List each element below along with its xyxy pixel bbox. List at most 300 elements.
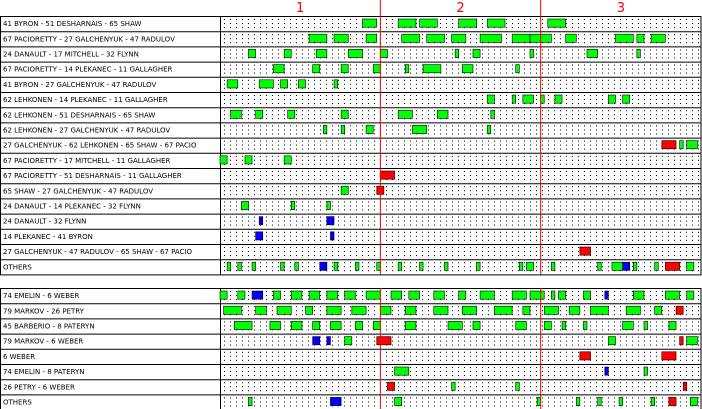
grid-dot — [656, 255, 657, 256]
grid-dot — [470, 80, 471, 81]
grid-dot — [494, 201, 495, 202]
grid-dot — [584, 314, 585, 315]
grid-dot — [296, 310, 297, 311]
grid-dot — [542, 73, 543, 74]
grid-dot — [236, 53, 237, 54]
grid-dot — [620, 23, 621, 24]
grid-dot — [530, 19, 531, 20]
grid-dot — [632, 49, 633, 50]
grid-dot — [290, 80, 291, 81]
grid-dot — [512, 194, 513, 195]
grid-dot — [344, 221, 345, 222]
grid-dot — [242, 110, 243, 111]
grid-dot — [242, 80, 243, 81]
grid-dot — [440, 103, 441, 104]
grid-dot — [698, 266, 699, 267]
grid-dot — [488, 69, 489, 70]
grid-dot — [422, 160, 423, 161]
grid-dot — [278, 53, 279, 54]
grid-dot — [224, 262, 225, 263]
grid-dot — [650, 232, 651, 233]
grid-dot — [458, 236, 459, 237]
grid-dot — [524, 164, 525, 165]
grid-dot — [458, 88, 459, 89]
grid-dot — [344, 53, 345, 54]
grid-dot — [350, 103, 351, 104]
grid-dot — [506, 84, 507, 85]
grid-dot — [368, 149, 369, 150]
grid-dot — [602, 141, 603, 142]
grid-dot — [368, 103, 369, 104]
grid-dot — [290, 251, 291, 252]
grid-dot — [290, 295, 291, 296]
grid-dot — [428, 299, 429, 300]
grid-dot — [650, 27, 651, 28]
grid-dot — [662, 299, 663, 300]
grid-dot — [572, 209, 573, 210]
grid-dot — [278, 236, 279, 237]
grid-dot — [698, 69, 699, 70]
grid-dot — [428, 205, 429, 206]
grid-dot — [530, 114, 531, 115]
grid-dot — [224, 114, 225, 115]
grid-dot — [536, 325, 537, 326]
grid-dot — [530, 221, 531, 222]
grid-dot — [506, 27, 507, 28]
grid-dot — [662, 53, 663, 54]
grid-dot — [536, 225, 537, 226]
grid-dot — [386, 217, 387, 218]
grid-dot — [308, 103, 309, 104]
grid-dot — [428, 186, 429, 187]
grid-dot — [554, 65, 555, 66]
grid-dot — [302, 114, 303, 115]
grid-dot — [350, 84, 351, 85]
grid-dot — [590, 95, 591, 96]
grid-dot — [530, 209, 531, 210]
grid-dot — [560, 114, 561, 115]
grid-dot — [596, 201, 597, 202]
grid-dot — [314, 209, 315, 210]
grid-dot — [668, 73, 669, 74]
grid-dot — [416, 247, 417, 248]
grid-dot — [488, 325, 489, 326]
grid-dot — [476, 179, 477, 180]
grid-dot — [584, 118, 585, 119]
grid-dot — [332, 251, 333, 252]
grid-dot — [470, 114, 471, 115]
grid-dot — [440, 247, 441, 248]
grid-dot — [236, 299, 237, 300]
grid-dot — [584, 175, 585, 176]
grid-dot — [272, 299, 273, 300]
grid-dot — [566, 314, 567, 315]
grid-dot — [266, 129, 267, 130]
grid-dot — [500, 84, 501, 85]
grid-dot — [356, 34, 357, 35]
grid-dot — [548, 179, 549, 180]
grid-dot — [554, 217, 555, 218]
grid-dot — [578, 205, 579, 206]
grid-dot — [632, 221, 633, 222]
grid-dot — [350, 171, 351, 172]
grid-dot — [362, 251, 363, 252]
grid-dot — [512, 255, 513, 256]
grid-dot — [404, 164, 405, 165]
grid-dot — [452, 262, 453, 263]
grid-dot — [392, 321, 393, 322]
grid-dot — [308, 201, 309, 202]
grid-dot — [584, 201, 585, 202]
grid-dot — [512, 88, 513, 89]
grid-dot — [602, 145, 603, 146]
grid-dot — [224, 247, 225, 248]
grid-dot — [548, 80, 549, 81]
grid-dot — [230, 299, 231, 300]
grid-dot — [332, 80, 333, 81]
grid-dot — [410, 194, 411, 195]
grid-dot — [518, 310, 519, 311]
grid-dot — [662, 314, 663, 315]
grid-dot — [602, 80, 603, 81]
grid-dot — [524, 171, 525, 172]
grid-dot — [566, 114, 567, 115]
grid-dot — [470, 251, 471, 252]
grid-dot — [254, 217, 255, 218]
grid-dot — [398, 34, 399, 35]
grid-dot — [566, 95, 567, 96]
grid-dot — [536, 341, 537, 342]
grid-dot — [260, 341, 261, 342]
grid-dot — [314, 53, 315, 54]
grid-dot — [644, 266, 645, 267]
grid-dot — [344, 80, 345, 81]
grid-dot — [572, 141, 573, 142]
grid-dot — [344, 88, 345, 89]
grid-dot — [374, 205, 375, 206]
grid-dot — [374, 114, 375, 115]
grid-dot — [662, 156, 663, 157]
grid-dot — [692, 23, 693, 24]
grid-dot — [686, 225, 687, 226]
grid-dot — [428, 295, 429, 296]
grid-dot — [374, 171, 375, 172]
grid-dot — [692, 175, 693, 176]
grid-dot — [452, 19, 453, 20]
grid-dot — [446, 129, 447, 130]
grid-dot — [266, 205, 267, 206]
grid-dot — [650, 306, 651, 307]
grid-dot — [428, 141, 429, 142]
grid-dot — [368, 145, 369, 146]
grid-dot — [344, 179, 345, 180]
grid-dot — [278, 141, 279, 142]
grid-dot — [536, 232, 537, 233]
grid-dot — [350, 221, 351, 222]
grid-dot — [686, 164, 687, 165]
grid-dot — [356, 209, 357, 210]
grid-dot — [272, 23, 273, 24]
grid-dot — [230, 145, 231, 146]
grid-dot — [626, 149, 627, 150]
grid-dot — [572, 321, 573, 322]
grid-dot — [638, 329, 639, 330]
grid-dot — [626, 240, 627, 241]
grid-dot — [512, 329, 513, 330]
grid-dot — [350, 164, 351, 165]
grid-dot — [668, 201, 669, 202]
grid-dot — [662, 255, 663, 256]
grid-dot — [266, 179, 267, 180]
grid-dot — [686, 255, 687, 256]
grid-dot — [224, 205, 225, 206]
grid-dot — [266, 240, 267, 241]
grid-dot — [392, 341, 393, 342]
grid-dot — [362, 80, 363, 81]
grid-dot — [272, 99, 273, 100]
grid-dot — [230, 95, 231, 96]
grid-dot — [578, 99, 579, 100]
grid-dot — [482, 306, 483, 307]
grid-dot — [302, 232, 303, 233]
grid-dot — [230, 225, 231, 226]
grid-dot — [392, 240, 393, 241]
grid-dot — [332, 69, 333, 70]
grid-dot — [590, 27, 591, 28]
grid-dot — [536, 129, 537, 130]
grid-dot — [266, 141, 267, 142]
grid-dot — [476, 118, 477, 119]
grid-dot — [680, 114, 681, 115]
grid-dot — [434, 145, 435, 146]
grid-dot — [404, 295, 405, 296]
grid-dot — [524, 337, 525, 338]
grid-dot — [326, 84, 327, 85]
grid-dot — [668, 110, 669, 111]
grid-dot — [338, 110, 339, 111]
grid-dot — [404, 345, 405, 346]
grid-dot — [662, 240, 663, 241]
grid-dot — [608, 19, 609, 20]
grid-dot — [254, 129, 255, 130]
grid-dot — [422, 179, 423, 180]
grid-dot — [698, 255, 699, 256]
grid-dot — [296, 160, 297, 161]
grid-dot — [422, 110, 423, 111]
grid-dot — [296, 337, 297, 338]
grid-dot — [692, 156, 693, 157]
grid-dot — [320, 118, 321, 119]
grid-dot — [326, 255, 327, 256]
grid-dot — [554, 345, 555, 346]
grid-dot — [374, 141, 375, 142]
grid-dot — [698, 118, 699, 119]
grid-dot — [398, 49, 399, 50]
grid-dot — [404, 299, 405, 300]
grid-dot — [494, 325, 495, 326]
grid-dot — [458, 314, 459, 315]
grid-dot — [368, 209, 369, 210]
grid-dot — [266, 251, 267, 252]
grid-dot — [608, 84, 609, 85]
grid-dot — [356, 69, 357, 70]
grid-dot — [386, 145, 387, 146]
grid-dot — [386, 321, 387, 322]
grid-dot — [476, 217, 477, 218]
grid-dot — [536, 201, 537, 202]
grid-dot — [350, 225, 351, 226]
grid-dot — [302, 149, 303, 150]
grid-dot — [698, 53, 699, 54]
grid-dot — [512, 164, 513, 165]
grid-dot — [224, 110, 225, 111]
grid-dot — [236, 341, 237, 342]
grid-dot — [680, 88, 681, 89]
grid-dot — [404, 310, 405, 311]
grid-dot — [356, 125, 357, 126]
grid-dot — [608, 186, 609, 187]
grid-dot — [656, 175, 657, 176]
grid-dot — [668, 164, 669, 165]
grid-dot — [362, 42, 363, 43]
grid-dot — [554, 160, 555, 161]
grid-dot — [674, 255, 675, 256]
grid-dot — [368, 53, 369, 54]
grid-dot — [392, 205, 393, 206]
grid-dot — [662, 69, 663, 70]
grid-dot — [344, 225, 345, 226]
grid-dot — [296, 19, 297, 20]
grid-dot — [236, 266, 237, 267]
grid-dot — [584, 84, 585, 85]
grid-dot — [476, 251, 477, 252]
grid-dot — [422, 321, 423, 322]
grid-dot — [500, 221, 501, 222]
grid-dot — [662, 291, 663, 292]
grid-dot — [434, 190, 435, 191]
grid-dot — [668, 53, 669, 54]
grid-dot — [236, 270, 237, 271]
grid-dot — [338, 133, 339, 134]
grid-dot — [524, 160, 525, 161]
grid-dot — [290, 19, 291, 20]
grid-dot — [530, 118, 531, 119]
grid-dot — [422, 186, 423, 187]
grid-dot — [266, 27, 267, 28]
grid-dot — [578, 114, 579, 115]
grid-dot — [458, 156, 459, 157]
grid-dot — [422, 232, 423, 233]
grid-dot — [512, 80, 513, 81]
grid-dot — [506, 42, 507, 43]
grid-dot — [680, 38, 681, 39]
grid-dot — [482, 164, 483, 165]
grid-dot — [428, 225, 429, 226]
grid-dot — [314, 84, 315, 85]
grid-dot — [272, 110, 273, 111]
grid-dot — [656, 171, 657, 172]
grid-dot — [500, 175, 501, 176]
grid-dot — [242, 57, 243, 58]
grid-dot — [440, 145, 441, 146]
grid-dot — [692, 34, 693, 35]
grid-dot — [434, 53, 435, 54]
grid-dot — [230, 337, 231, 338]
grid-dot — [356, 247, 357, 248]
grid-dot — [422, 255, 423, 256]
grid-dot — [362, 190, 363, 191]
grid-dot — [242, 49, 243, 50]
grid-dot — [422, 314, 423, 315]
grid-dot — [350, 114, 351, 115]
grid-dot — [308, 88, 309, 89]
grid-dot — [386, 325, 387, 326]
grid-dot — [470, 164, 471, 165]
grid-dot — [272, 73, 273, 74]
grid-dot — [698, 186, 699, 187]
grid-dot — [464, 114, 465, 115]
grid-dot — [446, 201, 447, 202]
grid-dot — [464, 345, 465, 346]
grid-dot — [602, 221, 603, 222]
grid-dot — [524, 266, 525, 267]
grid-dot — [470, 209, 471, 210]
grid-dot — [422, 118, 423, 119]
grid-dot — [626, 118, 627, 119]
grid-dot — [524, 53, 525, 54]
grid-dot — [638, 65, 639, 66]
grid-dot — [698, 84, 699, 85]
grid-dot — [512, 141, 513, 142]
grid-dot — [368, 205, 369, 206]
grid-dot — [698, 240, 699, 241]
grid-dot — [308, 80, 309, 81]
grid-dot — [668, 156, 669, 157]
grid-dot — [524, 221, 525, 222]
grid-dot — [236, 345, 237, 346]
grid-dot — [608, 49, 609, 50]
grid-dot — [416, 69, 417, 70]
grid-dot — [236, 95, 237, 96]
grid-dot — [464, 232, 465, 233]
grid-dot — [242, 217, 243, 218]
grid-dot — [554, 69, 555, 70]
grid-dot — [248, 345, 249, 346]
grid-dot — [434, 49, 435, 50]
grid-dot — [344, 23, 345, 24]
grid-dot — [608, 255, 609, 256]
grid-dot — [254, 225, 255, 226]
grid-dot — [620, 255, 621, 256]
grid-dot — [656, 73, 657, 74]
grid-dot — [512, 266, 513, 267]
grid-dot — [464, 221, 465, 222]
grid-dot — [662, 171, 663, 172]
grid-dot — [674, 225, 675, 226]
grid-dot — [368, 156, 369, 157]
grid-dot — [458, 341, 459, 342]
grid-dot — [404, 341, 405, 342]
grid-dot — [602, 27, 603, 28]
grid-dot — [362, 38, 363, 39]
grid-dot — [368, 80, 369, 81]
grid-dot — [254, 19, 255, 20]
grid-dot — [500, 262, 501, 263]
grid-dot — [512, 247, 513, 248]
grid-dot — [644, 194, 645, 195]
grid-dot — [662, 321, 663, 322]
grid-dot — [410, 236, 411, 237]
